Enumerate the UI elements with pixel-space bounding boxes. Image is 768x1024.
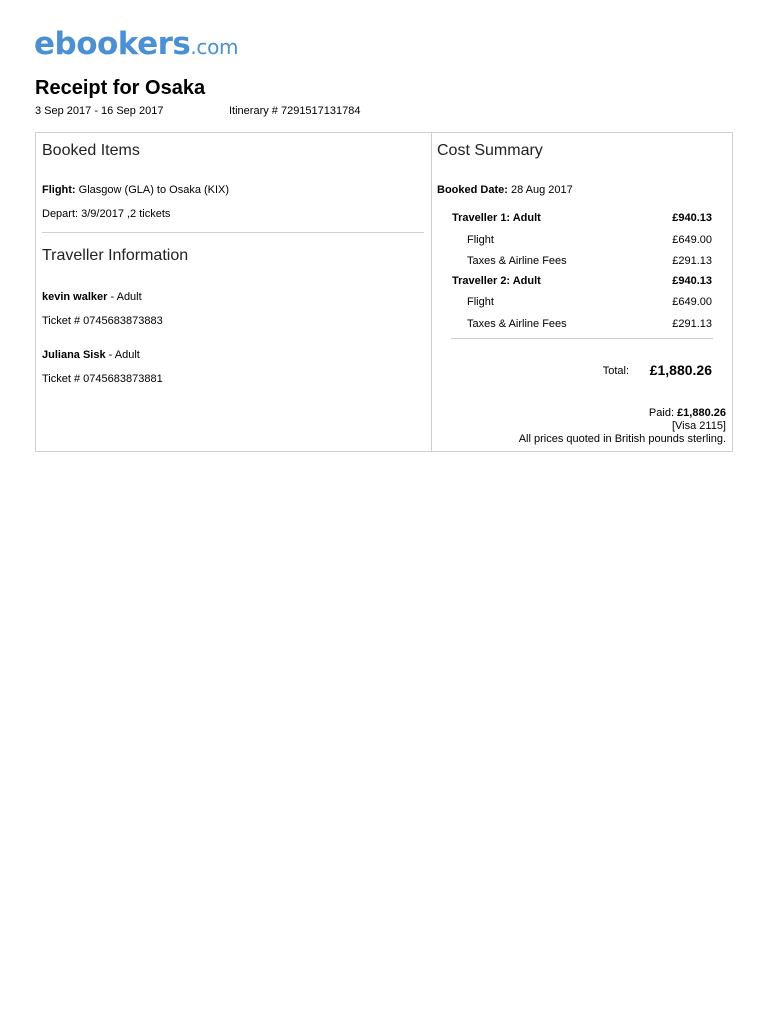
column-divider [431,133,432,451]
cost-label: Taxes & Airline Fees [467,255,567,267]
cost-amount: £291.13 [672,318,712,330]
cost-amount: £940.13 [672,275,712,287]
logo-suffix: .com [190,35,239,59]
cost-row-traveller-2 [452,275,712,289]
cost-label: Traveller 2: Adult [452,275,541,287]
paid-line [649,407,726,419]
traveller-name: Juliana Sisk [42,349,106,361]
payment-card: [Visa 2115] [671,420,726,432]
cost-summary-heading: Cost Summary [437,142,543,159]
booked-date-value: 28 Aug 2017 [510,184,573,196]
booked-date-label: Booked Date: [437,184,508,196]
trip-dates: 3 Sep 2017 - 16 Sep 2017 [35,105,164,117]
receipt-box [35,132,733,452]
paid-amount: £1,880.26 [677,407,726,419]
traveller-1-ticket: Ticket # 0745683873883 [42,315,163,327]
traveller-2-ticket: Ticket # 0745683873881 [42,373,163,385]
cost-divider [451,338,713,339]
cost-row-taxes [452,255,712,269]
total-label: Total: [602,365,629,377]
booked-items-heading: Booked Items [42,142,140,159]
cost-row-taxes [452,318,712,332]
booked-date-line [437,184,573,196]
currency-note: All prices quoted in British pounds sterling. [518,433,726,445]
depart-line: Depart: 3/9/2017 ,2 tickets [42,208,171,220]
flight-line [42,184,229,196]
traveller-type: - Adult [105,349,140,361]
cost-row-flight [452,296,712,310]
itinerary-number: Itinerary # 7291517131784 [229,105,361,117]
cost-label: Flight [467,234,494,246]
paid-label: Paid: [648,407,674,419]
traveller-name: kevin walker [42,291,108,303]
cost-amount: £940.13 [672,212,712,224]
traveller-info-heading: Traveller Information [42,247,189,264]
section-divider [42,232,424,233]
cost-label: Taxes & Airline Fees [467,318,567,330]
flight-label: Flight: [42,184,76,196]
ebookers-logo[interactable] [34,26,238,62]
flight-route: Glasgow (GLA) to Osaka (KIX) [78,184,230,196]
traveller-2 [42,349,140,361]
cost-amount: £291.13 [672,255,712,267]
page-title: Receipt for Osaka [35,77,206,99]
cost-amount: £649.00 [672,234,712,246]
cost-row-flight [452,234,712,248]
cost-row-traveller-1 [452,212,712,226]
cost-label: Flight [467,296,494,308]
total-amount: £1,880.26 [649,362,712,378]
traveller-type: - Adult [107,291,142,303]
traveller-1 [42,291,142,303]
logo-wordmark: ebookers [34,26,191,62]
cost-label: Traveller 1: Adult [452,212,541,224]
cost-amount: £649.00 [672,296,712,308]
